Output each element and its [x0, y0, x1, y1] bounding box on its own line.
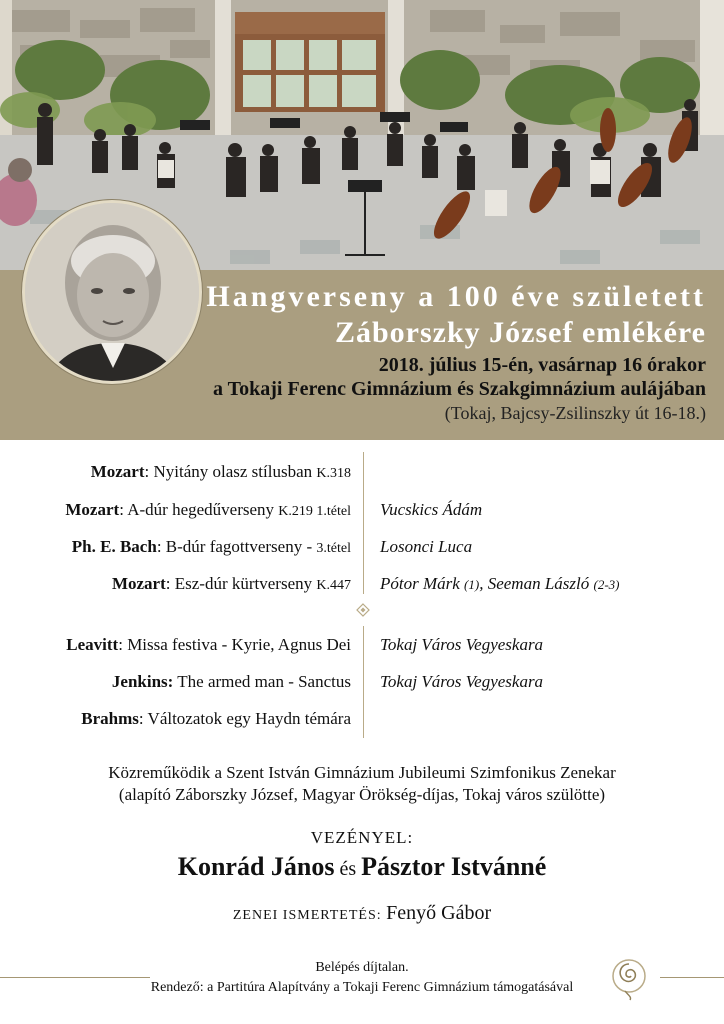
concert-title: Hangverseny a 100 éve született [206, 280, 706, 313]
performer: Losonci Luca [380, 537, 473, 556]
program-item [0, 537, 724, 563]
intro-label: ZENEI ISMERTETÉS: [232, 908, 387, 923]
composer: Brahms [81, 709, 139, 728]
treble-clef-logo-icon [606, 955, 652, 1001]
work: : Változatok egy Haydn témára [138, 709, 351, 728]
composer: Mozart [65, 500, 120, 519]
program-item [0, 709, 724, 735]
music-introduction [0, 902, 724, 925]
catalog-number: K.219 1.tétel [278, 504, 351, 519]
program-item [0, 574, 724, 600]
performer: Pótor Márk [380, 574, 465, 593]
performer-note: (1) [464, 577, 480, 592]
performer: Vucskics Ádám [380, 500, 483, 519]
entry-note: Belépés díjtalan. [315, 960, 409, 975]
catalog-number: 3.tétel [316, 541, 351, 556]
work: : B-dúr fagottverseny - [156, 537, 317, 556]
footer-rule-left [0, 977, 150, 978]
composer: Mozart [90, 462, 145, 481]
program-item [0, 462, 724, 488]
conductors [0, 852, 724, 882]
performer-2: , Seeman László [479, 574, 594, 593]
concert-subtitle: Záborszky József emlékére [334, 316, 706, 349]
program-item [0, 635, 724, 661]
conductors-label: VEZÉNYEL: [310, 828, 414, 847]
work: : Missa festiva - Kyrie, Agnus Dei [118, 635, 351, 654]
organizer-note: Rendező: a Partitúra Alapítvány a Tokaji Ferenc Gimnázium támogatásával [150, 980, 574, 995]
program-item [0, 672, 724, 698]
work: : Esz-dúr kürtverseny [165, 574, 317, 593]
catalog-number: K.318 [316, 466, 351, 481]
composer: Leavitt [66, 635, 119, 654]
conductor-conjunction: és [334, 858, 362, 880]
concert-venue: a Tokaji Ferenc Gimnázium és Szakgimnázium aulájában [212, 378, 706, 400]
conductor-1: Konrád János [177, 852, 335, 881]
catalog-number: K.447 [316, 578, 351, 593]
conductor-2: Pásztor Istvánné [361, 852, 547, 881]
performer: Tokaj Város Vegyeskara [380, 672, 544, 691]
composer: Mozart [111, 574, 166, 593]
composer: Ph. E. Bach [71, 537, 157, 556]
work: The armed man - Sanctus [173, 672, 351, 691]
intro-name: Fenyő Gábor [386, 902, 492, 924]
orchestra-note: (alapító Záborszky József, Magyar Örökség-díjas, Tokaj város szülötte) [118, 785, 606, 804]
portrait-photo [22, 200, 202, 384]
orchestra-line: Közreműködik a Szent István Gimnázium Jubileumi Szimfonikus Zenekar [108, 763, 616, 782]
work: : Nyitány olasz stílusban [144, 462, 317, 481]
concert-address: (Tokaj, Bajcsy-Zsilinszky út 16-18.) [444, 403, 706, 423]
performer-2-note: (2-3) [593, 577, 620, 592]
footer-rule-right [660, 977, 724, 978]
concert-date: 2018. július 15-én, vasárnap 16 órakor [378, 354, 706, 376]
program-item [0, 500, 724, 526]
composer: Jenkins: [111, 672, 174, 691]
diamond-icon [356, 603, 370, 617]
performer: Tokaj Város Vegyeskara [380, 635, 544, 654]
work: : A-dúr hegedűverseny [119, 500, 279, 519]
